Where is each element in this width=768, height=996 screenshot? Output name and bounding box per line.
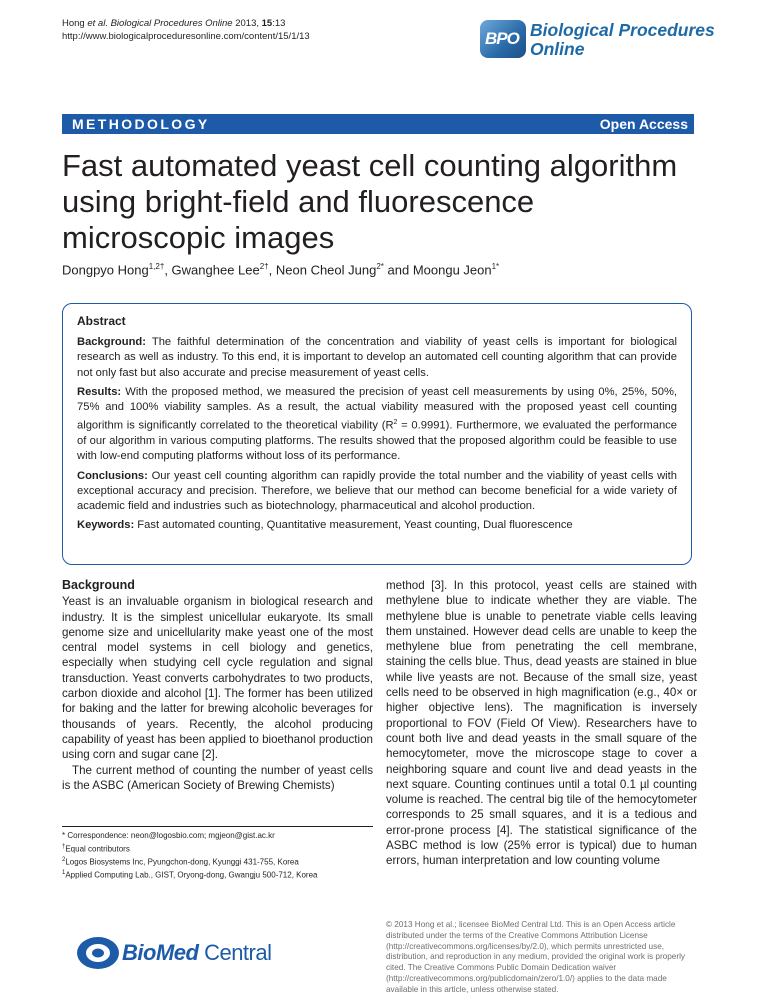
citation-url[interactable]: http://www.biologicalproceduresonline.com/content/15/1/13 [62,31,310,42]
journal-logo-icon: BPO [480,20,526,58]
abstract-background: Background: The faithful determination of the concentration and viability of yeast cells is important for biological research as well as industry. To this end, it is important to develop an automated cell counting algorithm that can provide not only fast but also accurate and precise measurement of yeast cells. [77,336,677,379]
affiliation-2: $^2$Logos Biosystems Inc, Pyungchon-dong, Kyunggi 431-755, Korea [62,856,299,867]
author-separator: , [268,262,276,278]
abstract-heading: Abstract [77,314,126,328]
author-separator: and [383,262,413,278]
abstract-results: Results: With the proposed method, we measured the precision of yeast cell measurements by using 0%, 25%, 50%, 75% and 100% viability samples. As a result, the actual viability measured with the proposed yeast cell counting algorithm is significantly correlated to the theoretical viability $(R^2 = 0.9991)$. Furthermore, we evaluated the performance of our algorithm in various computing platforms. The results showed that the proposed algorithm could be feasible to use with low-end computing platforms without loss of its performance. [77,385,677,463]
publisher-name: BioMed Central [122,940,272,965]
author-name: Neon Cheol Jung [275,262,377,278]
citation-line-1: Hong et al. Biological Procedures Online 2013, 15:13 [62,18,286,29]
body-paragraph: Yeast is an invaluable organism in biological research and industry. It is the simplest unicellular eukaryote. Its small genome size and unicellularity make yeast one of the most central model systems in cell biology and genetics, especially when studying cell cycle regulation and signal transduction. Yeast converts carbohydrates to two products, carbon dioxide and alcohol [1]. The former has been utilized for baking and the latter for brewing alcoholic beverages for thousands of years. Recently, the alcohol producing capability of yeast has been applied to bioethanol production using corn and sugar cane [2]. [62,595,373,762]
abstract-box [62,303,692,565]
body-left-column [62,578,373,793]
body-right-column [386,578,697,869]
body-paragraph: method [3]. In this protocol, yeast cells are stained with methylene blue to indicate whether they are viable. The methylene blue is unable to penetrate viable cells leaving them unstained. However dead cells are unable to keep the methylene blue from penetrating the cell membrane, staining the cells blue. Thus, dead yeasts are stained in blue while live yeasts are not. Because of the small size, yeast cells need to be observed in high magnification (e.g., 40× or higher objective lens). The magnification is inversely proportional to FOV (Field Of View). Researchers have to count both live and dead yeasts in the small square of the hemocytometer, move the microscope stage to cover a neighboring square and count live and dead yeasts in the next square. Counting continues until a total 0.1 µl counting volume is reached. The central big tile of the hemocytometer corresponds to 25 small squares, and it is a tedious and error-prone process [4]. The statistical significance of the ASBC method is low (25% error is typical) due to human errors, human interpretation and low counting volume [386,579,697,868]
body-paragraph: The current method of counting the number of yeast cells is the ASBC (American Society of Brewing Chemists) [62,763,373,792]
article-title: Fast automated yeast cell counting algorithm using bright-field and fluorescence microscopic images [62,148,678,255]
author-affiliation-marker: 1,2† [148,262,165,271]
author-name: Moongu Jeon [412,262,492,278]
author-affiliation-marker: 2† [259,262,269,271]
article-type: METHODOLOGY [72,116,210,132]
equal-contributors: †Equal contributors [62,843,130,854]
license-text: © 2013 Hong et al.; licensee BioMed Central Ltd. This is an Open Access article distributed under the terms of the Creative Commons Attribution License (http://creativecommons.org/licenses/by/2.0), which permits unrestricted use, distribution, and reproduction in any medium, provided the original work is properly cited. The Creative Commons Public Domain Dedication waiver (http://creativecommons.org/publicdomain/zero/1.0/) applies to the data made available in this article, unless otherwise stated. [386,920,685,994]
author-name: Dongpyo Hong [62,262,149,278]
open-access-label: Open Access [599,116,688,132]
abstract-conclusions: Conclusions: Our yeast cell counting algorithm can rapidly provide the total number and the viability of yeast cells with exceptional accuracy and precision. Therefore, we believe that our method can become beneficial for a wide variety of academic field and industries such as biotechnology, pharmaceutical and alcohol production. [77,469,677,512]
abstract-keywords: Keywords: Fast automated counting, Quantitative measurement, Yeast counting, Dual fluorescence [77,519,573,532]
author-list [62,262,499,277]
author-affiliation-marker: 2* [376,262,384,271]
author-separator: , [164,262,172,278]
affiliation-1: $^1$Applied Computing Lab., GIST, Oryong-dong, Gwangju 500-712, Korea [62,869,318,880]
author-name: Gwanghee Lee [171,262,260,278]
section-heading: Background [62,578,135,592]
journal-name: Biological Procedures Online [530,20,715,59]
footnote-divider [62,826,373,827]
biomed-central-logo-icon [76,936,120,970]
footnotes [62,831,373,881]
citation [62,17,310,43]
section-banner [62,114,694,134]
author-affiliation-marker: 1* [491,262,500,271]
correspondence: * Correspondence: neon@logosbio.com; mgjeon@gist.ac.kr [62,831,275,840]
